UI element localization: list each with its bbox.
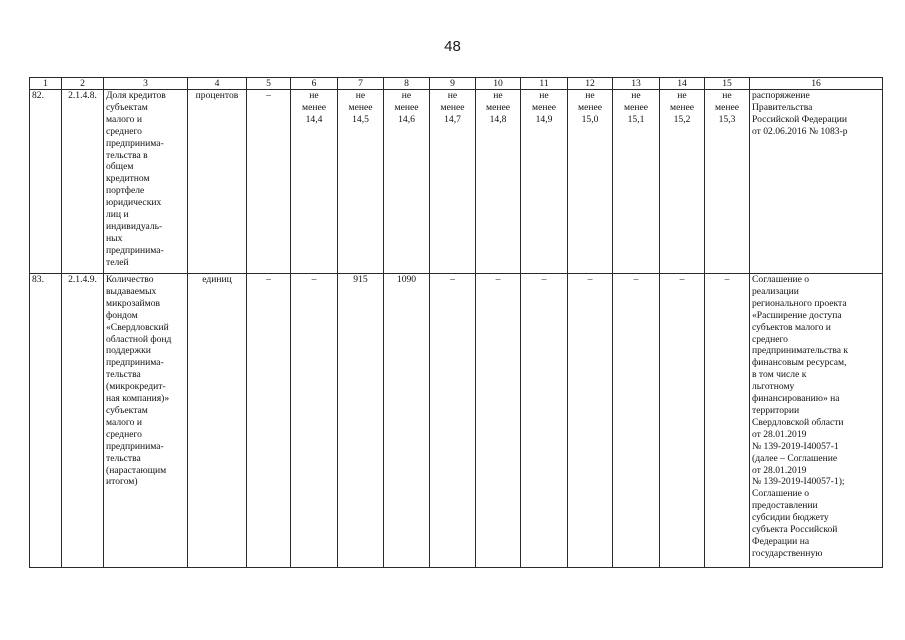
value-cell: –	[291, 274, 338, 568]
unit-of-measure: единиц	[188, 274, 247, 568]
column-header: 13	[613, 78, 660, 90]
value-cell: не менее 14,9	[521, 90, 568, 274]
value-cell: не менее 15,3	[705, 90, 750, 274]
column-header: 9	[430, 78, 476, 90]
column-header: 5	[247, 78, 291, 90]
indicator-name: Доля кредитов субъектам малого и среднего предпринима- тельства в общем кредитном портфеле юридических лиц и индивидуаль- ных предпринима- телей	[104, 90, 188, 274]
value-cell: не менее 15,1	[613, 90, 660, 274]
row-number: 83.	[30, 274, 62, 568]
indicators-table	[29, 77, 883, 568]
value-cell: 915	[338, 274, 384, 568]
table-row	[30, 274, 883, 568]
column-header: 3	[104, 78, 188, 90]
value-cell: –	[247, 274, 291, 568]
column-header: 16	[750, 78, 883, 90]
column-header: 8	[384, 78, 430, 90]
value-cell: не менее 14,4	[291, 90, 338, 274]
column-header: 7	[338, 78, 384, 90]
value-cell: 1090	[384, 274, 430, 568]
header-row	[30, 78, 883, 90]
value-cell: не менее 14,5	[338, 90, 384, 274]
value-cell: не менее 15,0	[568, 90, 613, 274]
table-row	[30, 90, 883, 274]
indicator-name: Количество выдаваемых микрозаймов фондом «Свердловский областной фонд поддержки предпринима- тельства (микрокредит- ная компания)» субъектам малого и среднего предпринима- тельства (нарастающим итогом)	[104, 274, 188, 568]
unit-of-measure: процентов	[188, 90, 247, 274]
column-header: 14	[660, 78, 705, 90]
source-document: распоряжение Правительства Российской Федерации от 02.06.2016 № 1083-р	[750, 90, 883, 274]
column-header: 1	[30, 78, 62, 90]
value-cell: –	[613, 274, 660, 568]
column-header: 12	[568, 78, 613, 90]
column-header: 15	[705, 78, 750, 90]
value-cell: –	[521, 274, 568, 568]
page-number: 48	[444, 38, 461, 55]
column-header: 6	[291, 78, 338, 90]
value-cell: не менее 14,6	[384, 90, 430, 274]
value-cell: –	[705, 274, 750, 568]
column-header: 4	[188, 78, 247, 90]
row-code: 2.1.4.9.	[62, 274, 104, 568]
row-number: 82.	[30, 90, 62, 274]
column-header: 2	[62, 78, 104, 90]
value-cell: –	[568, 274, 613, 568]
column-header: 11	[521, 78, 568, 90]
value-cell: –	[430, 274, 476, 568]
value-cell: –	[660, 274, 705, 568]
source-document: Соглашение о реализации регионального проекта «Расширение доступа субъектов малого и среднего предпринимательства к финансовым ресурсам, в том числе к льготному финансированию» на территории Свердловской области от 28.01.2019 № 139-2019-I40057-1 (далее – Соглашение от 28.01.2019 № 139-2019-I40057-1); Соглашение о предоставлении субсидии бюджету субъекта Российской Федерации на государственную	[750, 274, 883, 568]
value-cell: –	[247, 90, 291, 274]
value-cell: не менее 15,2	[660, 90, 705, 274]
value-cell: –	[476, 274, 521, 568]
value-cell: не менее 14,7	[430, 90, 476, 274]
value-cell: не менее 14,8	[476, 90, 521, 274]
column-header: 10	[476, 78, 521, 90]
row-code: 2.1.4.8.	[62, 90, 104, 274]
